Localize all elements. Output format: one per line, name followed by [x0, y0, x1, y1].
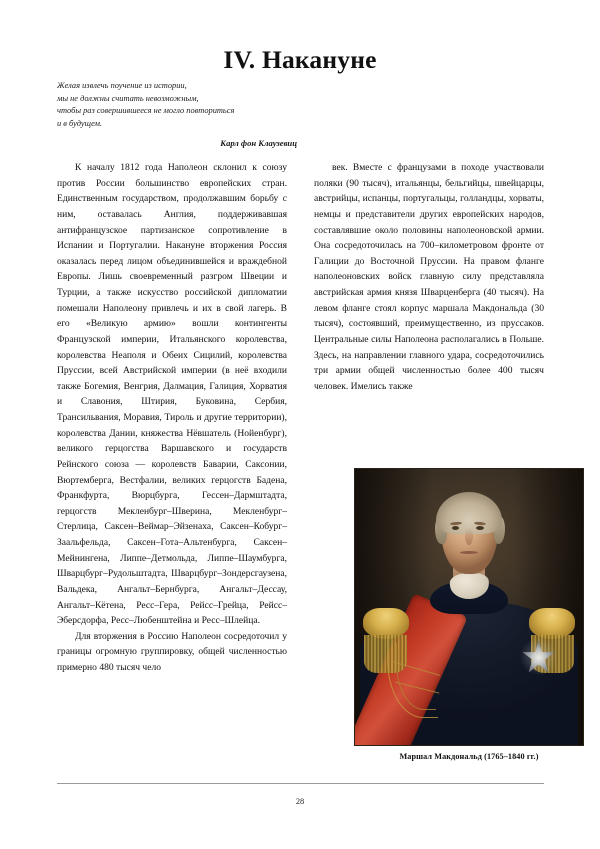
figure-caption: Маршал Макдональд (1765–1840 гг.) [399, 752, 539, 761]
left-column [57, 160, 287, 676]
right-column [314, 160, 544, 394]
portrait-image [354, 468, 584, 746]
portrait-mouth [460, 551, 478, 554]
portrait-nose [465, 528, 473, 545]
page-number: 28 [295, 797, 305, 806]
paragraph: век. Вместе с французами в походе участвовали поляки (90 тысяч), итальянцы, бельгийцы, швейцарцы, австрийцы, испанцы, португальцы, голландцы, хорваты, немцы и представители других европейских народов, составлявшие около половины наполеоновской армии. Она сосредоточилась на 700–километровом фронте от Галиции до Восточной Пруссии. На правом фланге наполеоновских войск главную силу представляла австрийская армия князя Шварценберга (40 тысяч). На левом фланге стоял корпус маршала Макдональда (30 тысяч), состоявший, преимущественно, из пруссаков. Центральные силы Наполеона располагались в Польше. Здесь, на направлении главного удара, сосредоточились три армии общей численностью более 400 тысяч человек. Имелись также [314, 162, 544, 392]
epigraph-line-1: Желая извлечь поучение из истории, [57, 81, 187, 90]
footer-divider [57, 783, 544, 784]
epigraph-author: Карл фон Клаузевиц [220, 138, 297, 149]
epigraph-line-3: чтобы раз совершившееся не могло повториться [57, 106, 235, 116]
paragraph: Для вторжения в Россию Наполеон сосредоточил у границы огромную группировку, общей численностью примерно 480 тысяч чело [57, 630, 287, 673]
epigraph-line-4: и в будущем. [57, 118, 103, 128]
epigraph-line-2: мы не должны считать невозможным, [57, 93, 199, 103]
epigraph [57, 80, 303, 150]
page-title: IV. Накануне [223, 45, 377, 75]
figure-marshal-macdonald [354, 468, 584, 761]
portrait-painting [355, 469, 583, 745]
paragraph: К началу 1812 года Наполеон склонил к союзу против России большинство европейских стран. Единственным государством, продолжавшим борьбу с ним, оставалась Англия, поддерживавшая антифранцузское партизанское сопротивление в Испании и Португалии. Накануне вторжения Россия оказалась перед лицом объединившейся и враждебной Европы. Лишь своевременный разгром Швеции и Турции, а также искусство российской дипломатии помешали Наполеону привлечь и их в свой лагерь. В его «Великую армию» вошли контингенты Французской империи, Итальянского королевства, королевства Неаполя и Обеих Сицилий, королевства Пруссии, всей Австрийской империи (в неё входили также Богемия, Венгрия, Далмация, Галиция, Хорватия и Славония, Штирия, Буковина, Сербия, Трансильвания, Моравия, Тироль и другие территории), королевства Дании, княжества Нёвшатель (Нойенбург), великого герцогства Варшавского и государств Рейнского союза — королевств Баварии, Саксонии, Вюртемберга, Вестфалии, великих герцогств Бадена, Франкфурта, Вюрцбурга, Гессен–Дармштадта, герцогств Мекленбург–Шверина, Мекленбург–Стерлица, Саксен–Веймар–Эйзенаха, Саксен–Кобург–Заальфельда, Саксен–Гота–Альтенбурга, Саксен–Мейнингена, Липпе–Детмольда, Липпе–Шаумбурга, Шварцбург–Рудольштадта, Шварцбург–Зондерсгаузена, Вальдека, Ангальт–Бернбурга, Ангальт–Дессау, Ангальт–Кётена, Ресс–Гера, Рейсс–Грейца, Рейсс–Эберсдорфа, Ресс–Любенштейна и Ресс–Шлейца. [57, 162, 287, 627]
